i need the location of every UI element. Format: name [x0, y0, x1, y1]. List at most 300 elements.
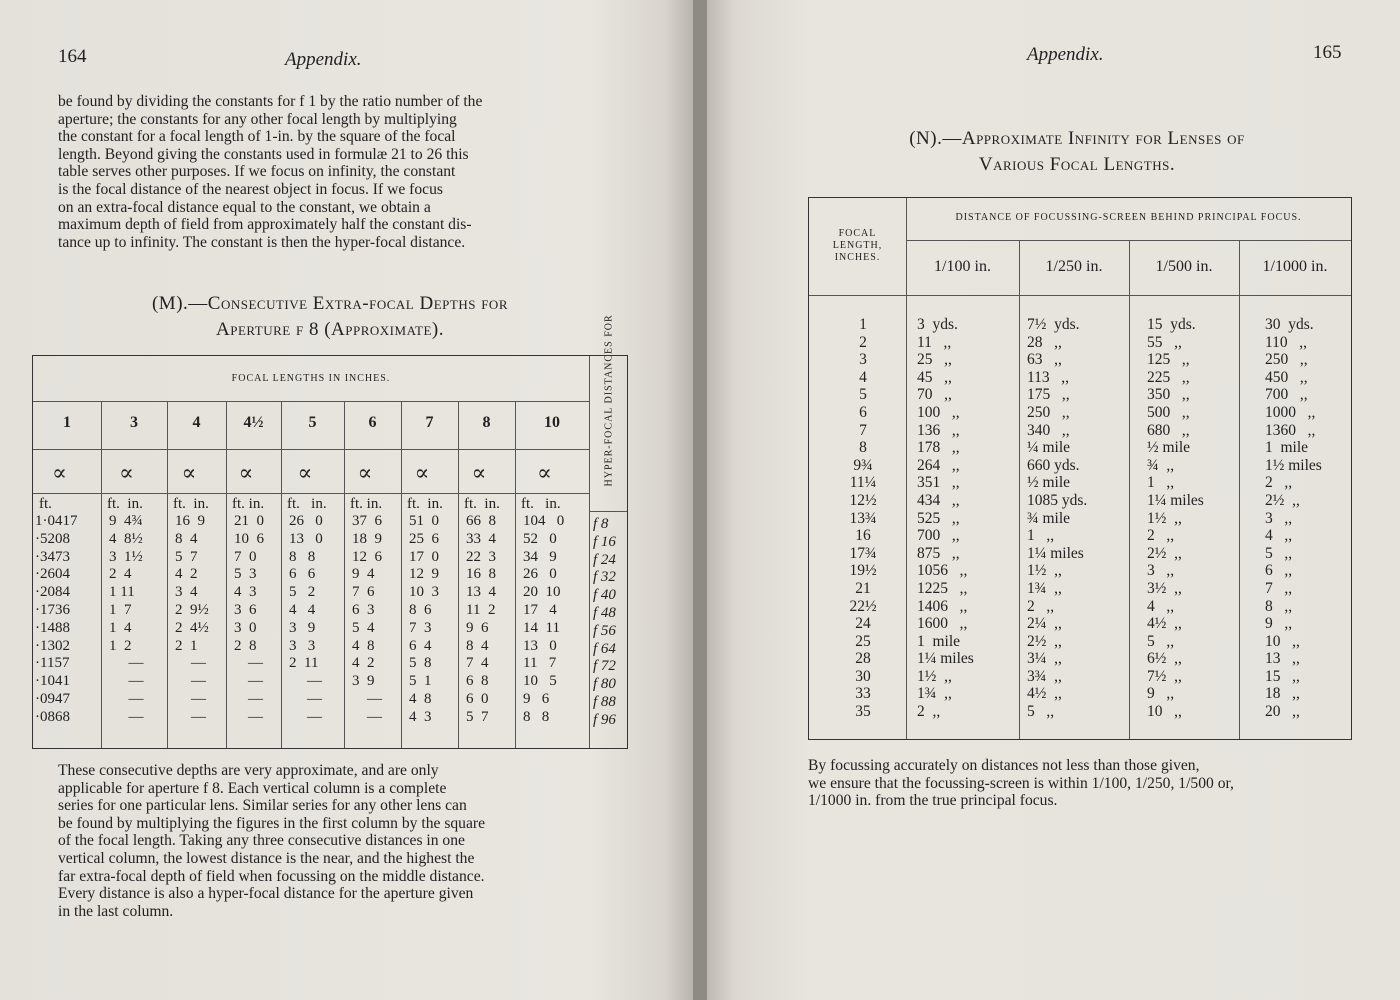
table-cell: 7 3 [409, 619, 432, 636]
distance-value: 1085 yds. [1027, 491, 1088, 509]
distance-value: 1600 ,, [917, 615, 968, 633]
table-cell: 4 2 [352, 655, 375, 672]
focal-length-value: 19½ [849, 562, 877, 580]
distance-value: 3¼ ,, [1027, 650, 1062, 668]
table-cell: 4 3 [409, 708, 432, 725]
distance-value: 1½ ,, [1147, 509, 1182, 527]
table-cell: — [307, 690, 322, 707]
table-cell: 37 6 [352, 513, 382, 529]
table-m-title-line1: (M).—Consecutive Extra-focal Depths for [151, 293, 508, 314]
distance-value: 9 ,, [1265, 615, 1293, 633]
distance-value: 500 ,, [1147, 403, 1190, 421]
distance-value: 2 ,, [1027, 597, 1055, 615]
table-n [808, 197, 1352, 740]
focal-length-col-label: 10 [544, 414, 560, 431]
units-label: ft. in. [287, 496, 327, 512]
distance-value: 7½ ,, [1147, 667, 1182, 685]
distance-value: ¾ mile [1027, 509, 1071, 527]
table-cell: 10 6 [234, 530, 264, 547]
intro-line: be found by dividing the constants for f 1 by the ratio number of the [58, 93, 483, 110]
focal-length-value: 17¾ [849, 544, 877, 562]
focal-length-value: 5 [859, 386, 867, 404]
focal-length-col-label: 8 [482, 414, 491, 431]
table-cell: 4 3 [234, 584, 257, 601]
note-line: of the focal length. Taking any three consecutive distances in one [58, 832, 465, 850]
distance-value: 1 mile [917, 632, 961, 650]
table-cell: 104 0 [523, 513, 565, 529]
intro-line: on an extra-focal distance equal to the constant, we obtain a [58, 198, 431, 216]
table-cell: 1 11 [109, 584, 135, 601]
infinity-symbol: ∝ [297, 460, 313, 485]
distance-value: 70 ,, [917, 386, 952, 404]
distance-value: 1 mile [1265, 439, 1309, 457]
intro-line: tance up to infinity. The constant is then the hyper-focal distance. [58, 233, 466, 251]
table-cell: 11 2 [466, 601, 496, 618]
distance-value: 63 ,, [1027, 351, 1062, 369]
table-cell: 52 0 [523, 530, 557, 547]
focal-length-col-label: 6 [368, 414, 377, 431]
focal-length-value: 12½ [849, 491, 877, 509]
focal-length-col-label: 7 [425, 414, 434, 431]
infinity-symbol: ∝ [414, 460, 430, 485]
focal-length-value: 16 [855, 527, 871, 545]
intro-paragraph [58, 93, 602, 251]
distance-value: ½ mile [1027, 474, 1071, 492]
table-cell: — [367, 708, 382, 725]
table-cell: — [307, 708, 322, 725]
focal-length-value: 22½ [849, 597, 877, 615]
focal-length-header: FOCAL LENGTH, INCHES. [832, 228, 883, 263]
sub-header: 1/250 in. [1045, 258, 1103, 275]
table-cell: 1 7 [109, 601, 132, 618]
distance-value: 2 ,, [1147, 527, 1175, 545]
focal-length-value: 9¾ [853, 456, 873, 474]
distance-value: 660 yds. [1027, 456, 1080, 474]
table-cell: 2 8 [234, 637, 257, 654]
distance-value: 264 ,, [917, 456, 960, 474]
table-cell: 22 3 [466, 548, 496, 565]
units-label: ft. in. [464, 496, 500, 512]
focal-length-value: 28 [855, 650, 871, 668]
distance-value: 1360 ,, [1265, 421, 1316, 439]
intro-line: the constant for a focal length of 1-in. by the square of the focal [58, 128, 456, 146]
table-cell: 5 2 [289, 584, 316, 601]
table-cell: 21 0 [234, 513, 264, 529]
table-cell: — [307, 673, 322, 690]
aperture-column [593, 516, 616, 730]
infinity-symbol: ∝ [52, 460, 67, 485]
footnote-line: we ensure that the focussing-screen is within 1/100, 1/250, 1/500 or, [808, 774, 1234, 792]
distance-value: 3 yds. [917, 316, 958, 333]
distance-value: 700 ,, [917, 527, 960, 545]
table-cell: 9 4¾ [109, 513, 143, 529]
distance-value: 351 ,, [917, 474, 960, 492]
distance-value: 15 ,, [1265, 667, 1300, 685]
focal-length-value: 6 [859, 403, 867, 421]
distance-value: 350 ,, [1147, 386, 1190, 404]
table-cell: 5 4 [352, 619, 375, 636]
table-cell: 5 8 [409, 655, 432, 672]
table-cell: 2 1 [175, 637, 198, 654]
intro-line: table serves other purposes. If we focus on infinity, the constant [58, 163, 456, 181]
distance-value: 1¾ ,, [1027, 579, 1062, 597]
focal-length-col-label: 3 [130, 414, 138, 431]
table-cell: 5 1 [409, 673, 432, 690]
table-cell: 5 7 [175, 548, 198, 565]
focal-length-col-label: 5 [308, 414, 317, 431]
hyperfocal-header: HYPER-FOCAL DISTANCES FOR [603, 314, 615, 487]
distance-value: 4 ,, [1265, 527, 1293, 545]
table-cell: 5 3 [234, 566, 257, 583]
infinity-symbol: ∝ [471, 460, 487, 485]
table-cell: 6 0 [466, 690, 489, 707]
distance-value: ¼ mile [1027, 439, 1071, 457]
table-cell: 2 4½ [175, 619, 209, 636]
focal-length-column [843, 316, 883, 721]
units-label: ft. in. [407, 496, 443, 512]
distance-value: ½ mile [1147, 439, 1191, 457]
distance-value: 2 ,, [1265, 474, 1293, 492]
table-cell: 6 6 [289, 566, 316, 583]
note-line: series for one particular lens. Similar series for any other lens can [58, 797, 467, 815]
distance-value: 4½ ,, [1027, 685, 1062, 703]
table-cell: 13 4 [466, 584, 496, 601]
distance-value: 1000 ,, [1265, 403, 1316, 421]
distance-value: 875 ,, [917, 544, 960, 562]
infinity-symbol: ∝ [537, 460, 552, 485]
focal-length-value: 35 [855, 703, 871, 721]
table-cell: 7 4 [466, 655, 489, 672]
distance-value: 250 ,, [1265, 351, 1308, 369]
table-m-title-line2 [60, 319, 600, 341]
table-cell: 17 4 [523, 601, 557, 618]
distance-value: 7½ yds. [1027, 316, 1080, 333]
distance-value: 450 ,, [1265, 368, 1308, 386]
table-cell: 4 8 [352, 637, 375, 654]
table-cell: 18 9 [352, 530, 382, 547]
aperture-value: f 72 [593, 658, 616, 675]
table-cell: 9 4 [352, 566, 375, 583]
units-label: ft. in. [232, 496, 265, 512]
distance-value: 3 ,, [1147, 562, 1175, 580]
note-line: Every distance is also a hyper-focal distance for the aperture given [58, 885, 474, 903]
distance-value: 1½ ,, [1027, 562, 1062, 580]
aperture-value: f 24 [593, 551, 616, 568]
col-1-1000 [1265, 316, 1322, 721]
table-n-title-line2: Various Focal Lengths. [978, 154, 1176, 175]
distance-value: 4½ ,, [1147, 615, 1182, 633]
sub-header: 1/100 in. [934, 258, 991, 275]
infinity-symbol: ∝ [119, 460, 134, 485]
distance-value: 7 ,, [1265, 579, 1293, 597]
table-cell: 66 8 [466, 513, 496, 529]
table-cell: 4 8 [409, 690, 432, 707]
table-cell: 12 6 [352, 548, 382, 565]
distance-value: ¾ ,, [1147, 456, 1175, 474]
table-cell: ·2084 [35, 584, 70, 601]
aperture-value: f 96 [593, 711, 616, 728]
table-cell: 4 4 [289, 601, 316, 618]
distance-value: 2 ,, [917, 703, 941, 721]
gutter [693, 0, 707, 1000]
intro-line: aperture; the constants for any other focal length by multiplying [58, 110, 457, 128]
table-cell: 26 0 [289, 513, 323, 529]
distance-value: 340 ,, [1027, 421, 1070, 439]
units-label: ft. in. [521, 496, 561, 512]
distance-value: 18 ,, [1265, 685, 1300, 703]
aperture-value: f 16 [593, 533, 616, 550]
focal-length-value: 2 [859, 333, 867, 351]
table-cell: 3 9 [352, 673, 375, 690]
distance-value: 2½ ,, [1147, 544, 1182, 562]
distance-value: 225 ,, [1147, 368, 1190, 386]
page-number-right: 165 [1313, 42, 1342, 63]
focal-length-value: 4 [859, 368, 867, 386]
running-head: Appendix. [285, 49, 362, 70]
distance-value: 8 ,, [1265, 597, 1293, 615]
focal-length-value: 13¾ [849, 509, 877, 527]
table-cell: 8 8 [523, 708, 550, 725]
col-1-500 [1147, 316, 1204, 721]
units-label: ft. in. [350, 496, 383, 512]
table-cell: 9 6 [523, 690, 550, 707]
distance-value: 5 ,, [1147, 632, 1175, 650]
intro-line: is the focal distance of the nearest object in focus. If we focus [58, 180, 443, 198]
table-cell: ·2604 [35, 566, 70, 583]
table-cell: — [191, 655, 206, 672]
table-cell: ·1041 [35, 673, 70, 690]
sub-header: 1/1000 in. [1262, 258, 1328, 275]
table-cell: ·1157 [35, 655, 70, 672]
focal-length-value: 21 [855, 579, 871, 597]
table-cell: 1·0417 [35, 513, 78, 529]
table-cell: 16 8 [466, 566, 496, 583]
table-cell: 2 11 [289, 655, 319, 672]
note-line: applicable for aperture f 8. Each vertical column is a complete [58, 779, 447, 797]
distance-value: 100 ,, [917, 403, 960, 421]
note-line: far extra-focal depth of field when focussing on the middle distance. [58, 867, 485, 885]
table-cell: ·1302 [35, 637, 70, 654]
table-cell: 7 6 [352, 584, 375, 601]
note-line: be found by multiplying the figures in the first column by the square [58, 814, 486, 832]
table-cell: 13 0 [523, 637, 557, 654]
table-cell: 26 0 [523, 566, 557, 583]
distance-value: 525 ,, [917, 509, 960, 527]
footnote-line: By focussing accurately on distances not less than those given, [808, 757, 1200, 774]
table-cell: 34 9 [523, 548, 557, 565]
table-cell: 17 0 [409, 548, 439, 565]
units-label: ft. [39, 496, 52, 512]
distance-value: 6½ ,, [1147, 650, 1182, 668]
distance-value: 1225 ,, [917, 579, 968, 597]
distance-value: 175 ,, [1027, 386, 1070, 404]
table-cell: 9 6 [466, 619, 489, 636]
focal-length-col-label: 4 [192, 414, 201, 431]
note-line: These consecutive depths are very approximate, and are only [58, 762, 439, 779]
page-number: 164 [58, 46, 87, 67]
table-cell: 12 9 [409, 566, 439, 583]
table-cell: 8 8 [289, 548, 316, 565]
focal-length-value: 24 [855, 615, 871, 633]
table-cell: — [191, 690, 206, 707]
table-cell: 14 11 [523, 619, 560, 636]
distance-header: DISTANCE OF FOCUSSING-SCREEN BEHIND PRINCIPAL FOCUS. [955, 212, 1302, 223]
table-cell: 8 6 [409, 601, 432, 618]
distance-value: 28 ,, [1027, 333, 1062, 351]
distance-value: 30 yds. [1265, 316, 1314, 333]
aperture-value: f 8 [593, 516, 609, 532]
table-cell: 8 4 [466, 637, 489, 654]
table-cell: — [367, 690, 382, 707]
distance-value: 110 ,, [1265, 333, 1308, 351]
table-cell: 13 0 [289, 530, 323, 547]
infinity-symbol: ∝ [181, 460, 197, 485]
distance-value: 1 ,, [1147, 474, 1175, 492]
table-cell: 1 2 [109, 637, 132, 654]
aperture-value: f 40 [593, 587, 616, 604]
aperture-value: f 88 [593, 693, 616, 710]
table-cell: 3 6 [234, 601, 257, 618]
intro-line: maximum depth of field from approximately half the constant dis- [58, 216, 472, 234]
table-cell: 4 8½ [109, 530, 143, 547]
units-label: ft. in. [107, 496, 143, 512]
intro-line: length. Beyond giving the constants used in formulæ 21 to 26 this [58, 145, 469, 163]
table-cell: ·5208 [35, 530, 70, 547]
distance-value: 680 ,, [1147, 421, 1190, 439]
table-cell: 6 3 [352, 601, 375, 618]
table-cell: — [128, 690, 144, 707]
note-line: vertical column, the lowest distance is the near, and the highest the [58, 849, 475, 867]
distance-value: 1½ miles [1265, 456, 1322, 474]
table-cell: 8 4 [175, 530, 198, 547]
footnote-line: 1/1000 in. from the true principal focus. [808, 792, 1058, 810]
note-line: in the last column. [58, 902, 174, 920]
table-n-footnote [808, 757, 1350, 810]
table-cell: 6 8 [466, 673, 489, 690]
table-cell: 3 0 [234, 619, 257, 636]
table-cell: 1 4 [109, 619, 132, 636]
distance-value: 1¼ miles [1027, 544, 1084, 562]
table-cell: — [128, 708, 144, 725]
distance-value: 1 ,, [1027, 527, 1055, 545]
distance-value: 5 ,, [1265, 544, 1293, 562]
distance-value: 45 ,, [917, 368, 952, 386]
units-label: ft. in. [173, 496, 209, 512]
distance-value: 178 ,, [917, 439, 960, 457]
table-cell: 16 9 [175, 513, 205, 529]
table-cell: 5 7 [466, 708, 489, 725]
table-cell: ·0947 [35, 690, 70, 707]
table-m-note [58, 762, 602, 920]
distance-value: 10 ,, [1265, 632, 1300, 650]
aperture-value: f 64 [593, 640, 616, 657]
distance-value: 3½ ,, [1147, 579, 1182, 597]
infinity-symbol: ∝ [357, 460, 373, 485]
aperture-value: f 56 [593, 622, 616, 639]
distance-value: 434 ,, [917, 491, 960, 509]
table-cell: 2 4 [109, 566, 132, 583]
table-cell: ·1488 [35, 619, 70, 636]
table-cell: ·1736 [35, 601, 70, 618]
distance-value: 1056 ,, [917, 562, 968, 580]
table-cell: 6 4 [409, 637, 432, 654]
distance-value: 11 ,, [917, 333, 952, 351]
distance-value: 13 ,, [1265, 650, 1300, 668]
focal-length-value: 7 [859, 421, 867, 439]
distance-value: 113 ,, [1027, 368, 1070, 386]
table-cell: 20 10 [523, 584, 561, 601]
distance-value: 6 ,, [1265, 562, 1293, 580]
table-cell: 3 3 [289, 637, 316, 654]
distance-value: 15 yds. [1147, 316, 1196, 333]
distance-value: 9 ,, [1147, 685, 1175, 703]
sub-header: 1/500 in. [1155, 258, 1213, 275]
table-cell: 3 9 [289, 619, 316, 636]
table-cell: — [191, 673, 206, 690]
distance-value: 1½ ,, [917, 667, 952, 685]
table-cell: 51 0 [409, 513, 439, 529]
focal-length-value: 33 [855, 685, 871, 703]
table-m-title-text: Aperture f 8 (Approximate). [216, 319, 444, 340]
distance-value: 4 ,, [1147, 597, 1175, 615]
running-head-right: Appendix. [1027, 44, 1104, 65]
distance-value: 2½ ,, [1265, 491, 1300, 509]
distance-value: 1¼ miles [1147, 491, 1204, 509]
table-cell: 25 6 [409, 530, 439, 547]
col-1-250 [1027, 316, 1087, 721]
distance-value: 3¾ ,, [1027, 667, 1062, 685]
aperture-value: f 48 [593, 604, 616, 621]
table-cell: ·0868 [35, 708, 70, 725]
table-cell: 2 9½ [175, 601, 209, 618]
table-cell: — [248, 708, 263, 725]
focal-length-col-label: 4½ [243, 414, 264, 431]
focal-length-value: 30 [855, 667, 871, 685]
table-cell: 7 0 [234, 548, 257, 565]
table-cell: — [248, 690, 263, 707]
table-cell: — [248, 673, 263, 690]
distance-value: 2½ ,, [1027, 632, 1062, 650]
table-cell: 3 1½ [109, 548, 143, 565]
table-cell: 11 7 [523, 655, 557, 672]
distance-value: 1406 ,, [917, 597, 968, 615]
table-cell: 4 2 [175, 566, 198, 583]
focal-length-col-label: 1 [63, 414, 71, 431]
table-cell: — [191, 708, 206, 725]
table-cell: — [128, 655, 144, 672]
distance-value: 20 ,, [1265, 703, 1300, 721]
aperture-value: f 32 [593, 569, 616, 586]
right-page [707, 0, 1400, 1000]
distance-value: 3 ,, [1265, 509, 1293, 527]
distance-value: 250 ,, [1027, 403, 1070, 421]
table-cell: 10 5 [523, 673, 557, 690]
distance-value: 125 ,, [1147, 351, 1190, 369]
table-cell: 10 3 [409, 584, 439, 601]
focal-length-value: 11¼ [849, 474, 877, 492]
distance-value: 5 ,, [1027, 703, 1055, 721]
table-cell: 3 4 [175, 584, 198, 601]
table-cell: 33 4 [466, 530, 496, 547]
distance-value: 2¼ ,, [1027, 615, 1062, 633]
focal-length-value: 25 [855, 632, 871, 650]
distance-value: 1¾ ,, [917, 685, 952, 703]
distance-value: 1¼ miles [917, 650, 974, 668]
left-page [0, 0, 693, 1000]
distance-value: 10 ,, [1147, 703, 1182, 721]
table-cell: ·3473 [35, 548, 70, 565]
table-n-title-line1: (N).—Approximate Infinity for Lenses of [909, 128, 1245, 149]
